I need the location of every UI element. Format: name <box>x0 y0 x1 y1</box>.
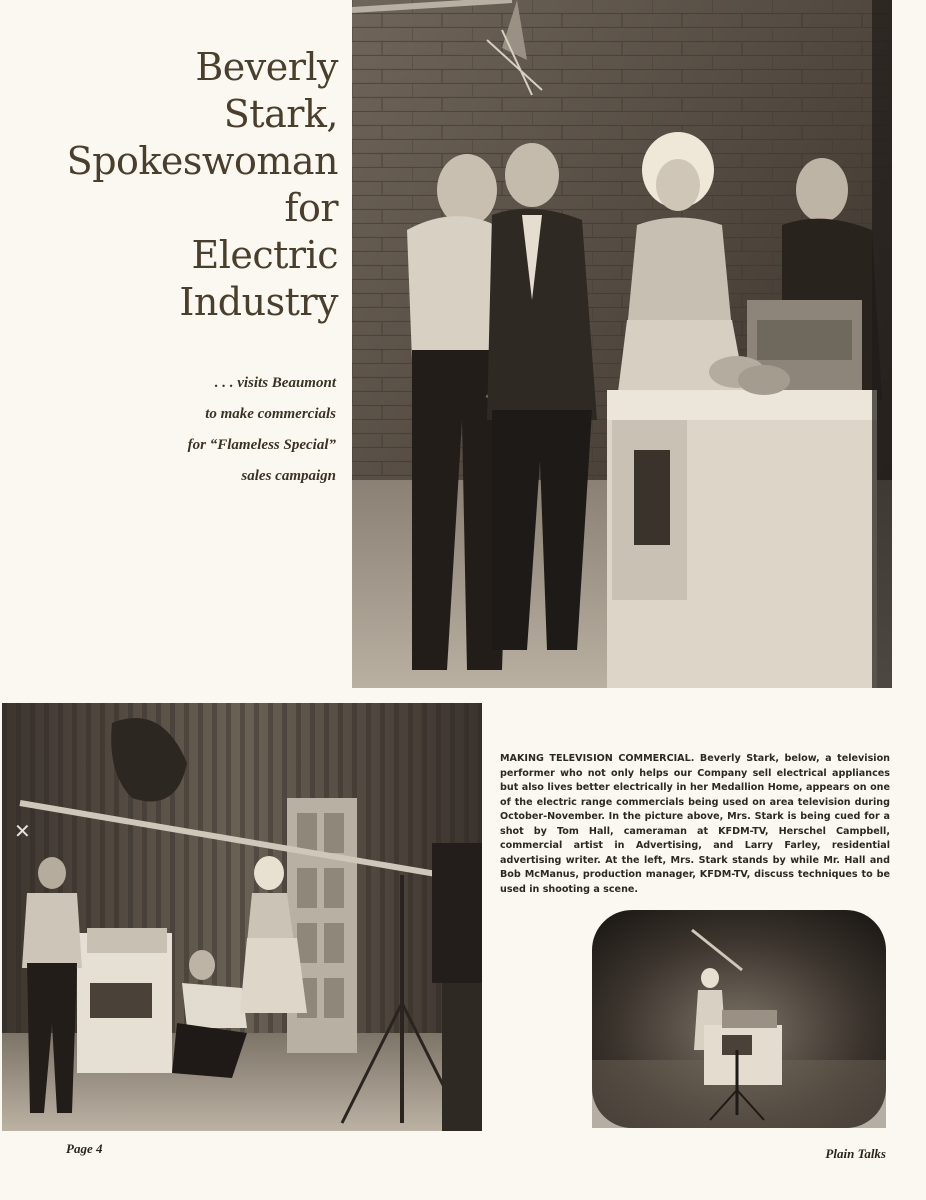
title-line: Electric <box>191 233 338 277</box>
subtitle-line: sales campaign <box>241 468 336 484</box>
title-line: Spokeswoman <box>66 139 338 183</box>
title-line: Industry <box>179 280 338 324</box>
subtitle-line: for “Flameless Special” <box>187 437 336 453</box>
title-line: for <box>284 186 338 230</box>
subtitle-line: to make commercials <box>205 406 336 422</box>
subtitle-line: . . . visits Beaumont <box>214 375 336 391</box>
photo-studio-group <box>352 0 892 688</box>
photo-caption <box>500 752 890 897</box>
page-number: Page 4 <box>66 1141 103 1156</box>
photo-studio-wide-image <box>2 703 482 1131</box>
article-title <box>60 44 338 326</box>
photo-studio-wide <box>2 703 482 1131</box>
photo-studio-group-image <box>352 0 892 688</box>
svg-text:✕: ✕ <box>14 819 31 843</box>
title-line: Beverly <box>195 45 338 89</box>
publication-name: Plain Talks <box>825 1146 886 1161</box>
article-subtitle <box>80 368 336 492</box>
photo-tv-screen <box>592 910 886 1128</box>
caption-lead: MAKING TELEVISION COMMERCIAL. <box>500 753 695 764</box>
caption-body: Beverly Stark, below, a television performer who not only helps our Company sell electrical appliances but also lives better electrically in her Medallion Home, appears on one of the electric range commercials being used on area television during October-November. In the picture above, Mrs. Stark is being cued for a shot by Tom Hall, cameraman at KFDM-TV, Herschel Campbell, commercial artist in Advertising, and Larry Farley, residential advertising writer. At the left, Mrs. Stark stands by while Mr. Hall and Bob McManus, production manager, KFDM-TV, discuss techniques to be used in shooting a scene. <box>500 753 890 895</box>
title-line: Stark, <box>223 92 338 136</box>
photo-tv-screen-image <box>592 910 886 1128</box>
